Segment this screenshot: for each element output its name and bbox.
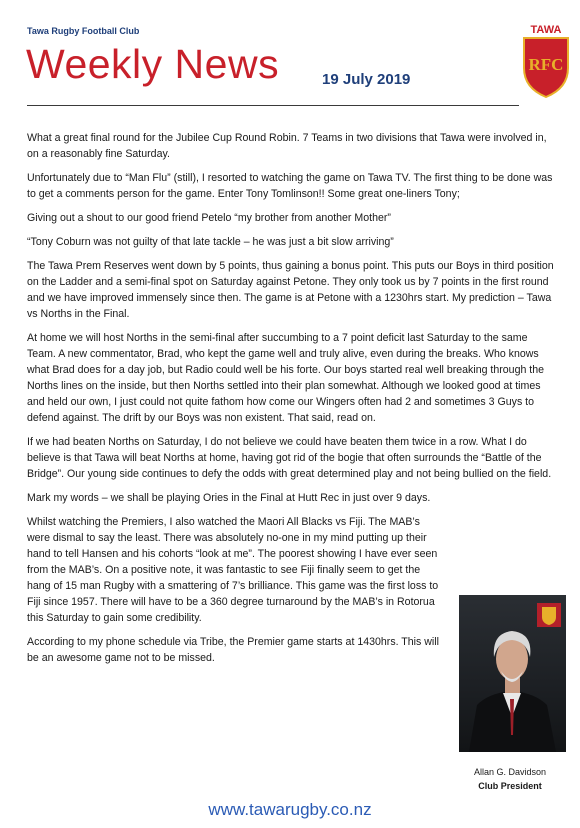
photo-caption-role: Club President <box>478 781 542 791</box>
paragraph: “Tony Coburn was not guilty of that late tackle – he was just a bit slow arriving” <box>27 236 394 248</box>
portrait-illustration <box>459 595 566 752</box>
photo-caption-name: Allan G. Davidson <box>473 767 547 777</box>
paragraph: The Tawa Prem Reserves went down by 5 points, thus gaining a bonus point. This puts our Boys in third position on the Ladder and a semi-final spot on Saturday against Petone. They only took us by 7 points in the first round and we have improved immensely since then. The game is at Petone with a 1230hrs start. My prediction – Tawa vs Norths in the Final. <box>27 260 554 320</box>
paragraph: Unfortunately due to “Man Flu” (still), I resorted to watching the game on Tawa TV. The first thing to be done was to get a comments person for the game. Enter Tony Tomlinson!! Some great one-liners Tony; <box>27 172 553 200</box>
header-rule <box>27 105 519 106</box>
paragraph: At home we will host Norths in the semi-final after succumbing to a 7 point deficit last Saturday to the same Team. A new commentator, Brad, who kept the game well and truly alive, even during the breaks. Who knows what Brad does for a day job, but Radio could well be his forte. Our boys started real well breaking through the Norths lines on the inside, but then Norths settled into their plan somewhat. Although we looked good at times and held our own, I just could not quite fathom how come our Wingers often had 2 and sometimes 3 Guys to defend against. The drift by our Boys was non existent. That said, read on. <box>27 332 545 424</box>
paragraph: According to my phone schedule via Tribe, the Premier game starts at 1430hrs. This will be an awesome game not to be missed. <box>27 636 439 664</box>
paragraph: If we had beaten Norths on Saturday, I do not believe we could have beaten them twice in a row. What I do believe is that Tawa will beat Norths at home, having got rid of the bogie that often surrounds the “Battle of the Bridge”. Our young side continues to defy the odds with great determined play and not being bullied on the field. <box>27 436 552 480</box>
paragraph: Mark my words – we shall be playing Ories in the Final at Hutt Rec in just over 9 days. <box>27 492 431 504</box>
article-body <box>27 130 555 674</box>
issue-date: 19 July 2019 <box>322 71 411 88</box>
small-crest-icon <box>542 607 556 625</box>
club-logo <box>521 22 571 98</box>
paragraph: Whilst watching the Premiers, I also watched the Maori All Blacks vs Fiji. The MAB’s were dismal to say the least. There was absolutely no-one in my mind putting up their hand to tell Hansen and his cohorts “look at me”. The poorest showing I have ever seen from the MAB’s. On a positive note, it was fantastic to see Fiji finally seem to get the hang of 15 man Rugby with a smattering of 7’s brilliance. This game was the first loss to Fiji since 1957. There will have to be a 360 degree turnaround by the MAB’s in Rotorua this Saturday to gain some credibility. <box>27 516 439 624</box>
logo-crest-text: RFC <box>528 55 564 74</box>
page-title: Weekly News <box>26 41 280 87</box>
website-link[interactable]: www.tawarugby.co.nz <box>208 800 372 819</box>
logo-top-text: TAWA <box>530 24 562 36</box>
paragraph: Giving out a shout to our good friend Petelo “my brother from another Mother” <box>27 212 391 224</box>
club-name: Tawa Rugby Football Club <box>27 26 140 36</box>
president-photo <box>459 595 566 752</box>
paragraph: What a great final round for the Jubilee Cup Round Robin. 7 Teams in two divisions that Tawa were involved in, on a reasonably fine Saturday. <box>27 132 547 160</box>
